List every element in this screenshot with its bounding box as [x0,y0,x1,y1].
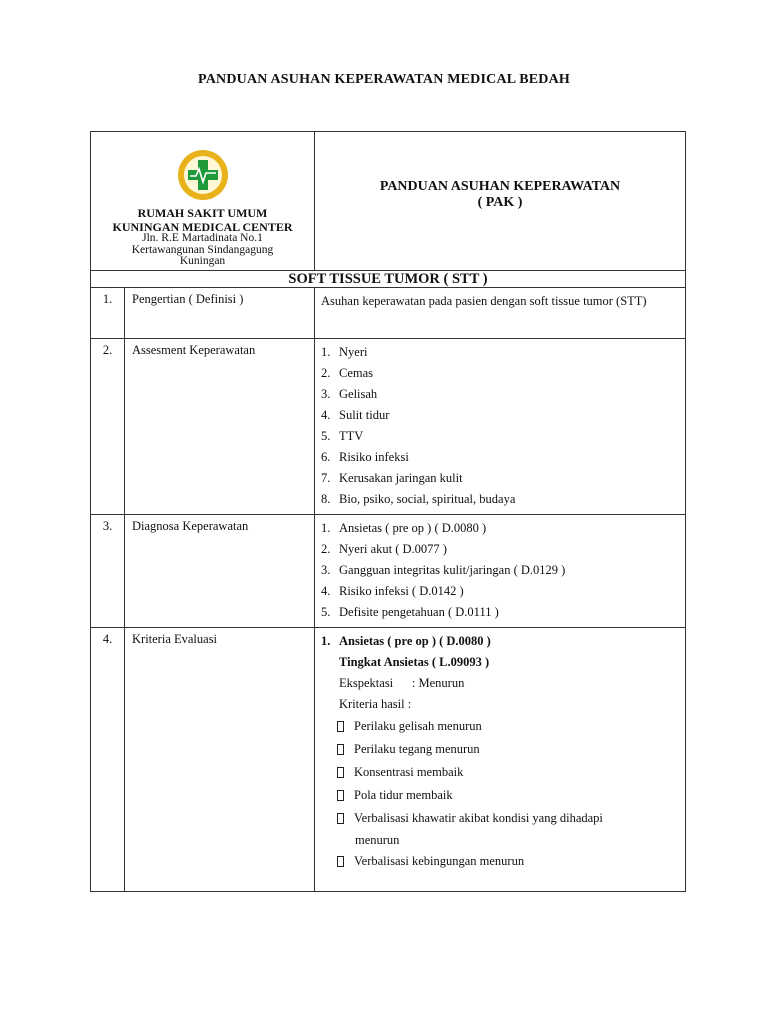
checkbox-icon [337,767,344,778]
row-number: 4. [91,628,125,892]
list-item: Verbalisasi kebingungan menurun [321,850,685,873]
expectation-text: Ekspektasi : Menurun [339,676,465,690]
list-item: 4. Risiko infeksi ( D.0142 ) [321,584,464,598]
definition-text: Asuhan keperawatan pada pasien dengan soft tissue tumor (STT) [321,294,647,308]
table-row [91,288,686,339]
list-item: 7. Kerusakan jaringan kulit [321,471,463,485]
list-item: 3. Gelisah [321,387,378,401]
checkbox-icon [337,856,344,867]
list-item: Konsentrasi membaik [321,761,685,784]
list-item: 1. Nyeri [321,345,368,359]
pak-title-cell [315,132,686,271]
hospital-address-line1: Jln. R.E Martadinata No.1 [142,232,263,244]
list-item: 4. Sulit tidur [321,408,390,422]
hospital-address-line2: Kertawangunan Sindangagung [131,243,274,256]
list-item: Pola tidur membaik [321,784,685,807]
list-item: 5. TTV [321,429,364,443]
row-label: Pengertian ( Definisi ) [125,288,315,339]
checkbox-icon [337,744,344,755]
list-item: 2. Nyeri akut ( D.0077 ) [321,542,447,556]
hospital-address-line3: Kuningan [179,255,226,267]
checkbox-icon [337,790,344,801]
hospital-name-line2: KUNINGAN MEDICAL CENTER [112,220,293,234]
row-content [315,339,686,515]
row-label: Assesment Keperawatan [125,339,315,515]
criteria-heading: 1. Ansietas ( pre op ) ( D.0080 ) [321,634,491,648]
list-item-continuation: menurun [355,833,400,847]
list-item: Perilaku gelisah menurun [321,715,685,738]
criteria-result-label: Kriteria hasil : [339,697,412,711]
row-content [315,628,686,892]
diagnosis-list [321,518,685,623]
table-row [91,515,686,628]
hospital-name-line1: RUMAH SAKIT UMUM [137,206,268,220]
assessment-list [321,342,685,510]
row-content [315,515,686,628]
list-item: Perilaku tegang menurun [321,738,685,761]
row-number: 3. [91,515,125,628]
row-label: Kriteria Evaluasi [125,628,315,892]
section-title: SOFT TISSUE TUMOR ( STT ) [91,271,686,288]
list-item: 8. Bio, psiko, social, spiritual, budaya [321,492,516,506]
header-row [91,132,686,271]
list-item: 5. Defisite pengetahuan ( D.0111 ) [321,605,499,619]
pak-title-line2: ( PAK ) [477,195,523,210]
row-label: Diagnosa Keperawatan [125,515,315,628]
row-number: 1. [91,288,125,339]
list-item: 3. Gangguan integritas kulit/jaringan ( D.0129 ) [321,563,566,577]
list-item: 1. Ansietas ( pre op ) ( D.0080 ) [321,521,487,535]
criteria-subheading: Tingkat Ansietas ( L.09093 ) [339,655,490,669]
row-number: 2. [91,339,125,515]
checkbox-icon [337,721,344,732]
table-row [91,628,686,892]
pak-title-line1: PANDUAN ASUHAN KEPERAWATAN [379,179,621,194]
list-item: 6. Risiko infeksi [321,450,409,464]
table-row [91,339,686,515]
section-row [91,271,686,288]
pak-table [90,131,686,892]
page-title: PANDUAN ASUHAN KEPERAWATAN MEDICAL BEDAH [197,72,571,87]
checkbox-icon [337,813,344,824]
hospital-cell [91,132,315,271]
list-item: 2. Cemas [321,366,374,380]
hospital-logo-icon [177,149,229,201]
row-content [315,288,686,339]
list-item: Verbalisasi khawatir akibat kondisi yang dihadapi [321,807,685,830]
